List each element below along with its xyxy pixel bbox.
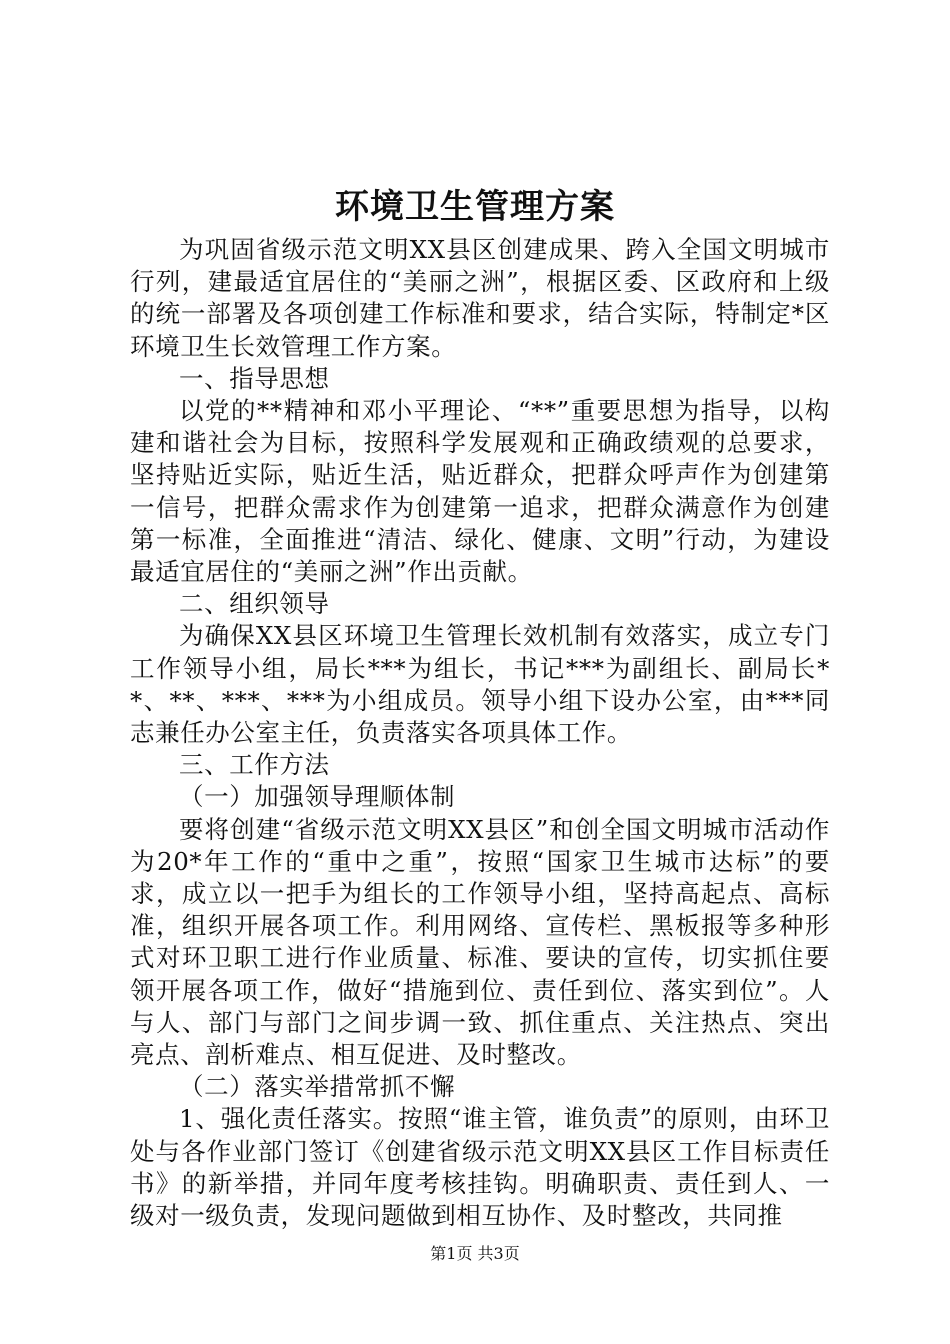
section-heading-work-methods: 三、工作方法 [179, 750, 330, 780]
leadership-paragraph: 要将创建“省级示范文明XX县区”和创全国文明城市活动作为20*年工作的“重中之重”，按照“国家卫生城市达标”的要求，成立以一把手为组长的工作领导小组，坚持高起点、高标准，组织开展各项工作。利用网络、宣传栏、黑板报等多种形式对环卫职工进行作业质量、标准、要诀的宣传，切实抓住要领开展各项工作，做好“措施到位、责任到位、落实到位”。人与人、部门与部门之间步调一致、抓住重点、关注热点、突出亮点、剖析难点、相互促进、及时整改。 [130, 814, 830, 1070]
section-heading-organization: 二、组织领导 [179, 589, 330, 619]
organization-paragraph: 为确保XX县区环境卫生管理长效机制有效落实，成立专门工作领导小组，局长***为组长，书记***为副组长、副局长**、**、***、***为小组成员。领导小组下设办公室，由***同志兼任办公室主任，负责落实各项具体工作。 [130, 621, 830, 748]
intro-paragraph: 为巩固省级示范文明XX县区创建成果、跨入全国文明城市行列，建最适宜居住的“美丽之洲”，根据区委、区政府和上级的统一部署及各项创建工作标准和要求，结合实际，特制定*区环境卫生长效管理工作方案。 [130, 235, 830, 361]
document-title: 环境卫生管理方案 [335, 187, 615, 227]
responsibility-paragraph: 1、强化责任落实。按照“谁主管，谁负责”的原则，由环卫处与各作业部门签订《创建省级示范文明XX县区工作目标责任书》的新举措，并同年度考核挂钩。明确职责、责任到人、一级对一级负责，发现问题做到相互协作、及时整改，共同推 [130, 1104, 830, 1231]
subsection-heading-measures: （二）落实举措常抓不懈 [179, 1072, 456, 1102]
document-body [130, 234, 830, 1232]
guiding-ideology-paragraph: 以党的**精神和邓小平理论、“**”重要思想为指导，以构建和谐社会为目标，按照科学发展观和正确政绩观的总要求，坚持贴近实际，贴近生活，贴近群众，把群众呼声作为创建第一信号，把群众需求作为创建第一追求，把群众满意作为创建第一标准，全面推进“清洁、绿化、健康、文明”行动，为建设最适宜居住的“美丽之洲”作出贡献。 [130, 396, 830, 587]
subsection-heading-leadership: （一）加强领导理顺体制 [179, 782, 456, 812]
section-heading-guiding-ideology: 一、指导思想 [179, 363, 330, 393]
page-footer: 第1页 共3页 [430, 1244, 520, 1263]
